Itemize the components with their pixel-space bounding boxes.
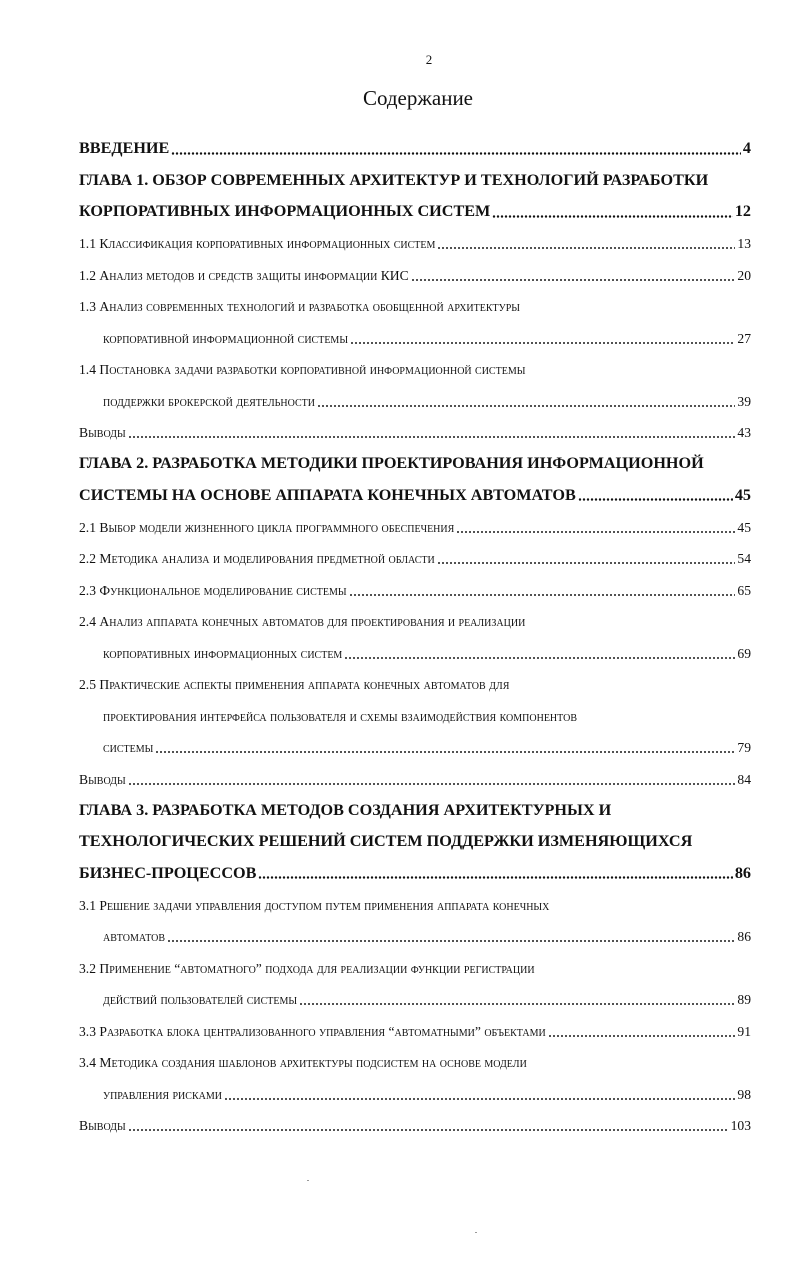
scan-speck (307, 1180, 309, 1181)
scan-speck (475, 1232, 477, 1233)
toc-entry-text: поддержки брокерской деятельности (103, 393, 315, 409)
dot-leader (258, 876, 732, 879)
toc-entry-text: Выводы (79, 771, 126, 787)
toc-entry-intro[interactable] (79, 125, 751, 157)
dot-leader (299, 1003, 735, 1005)
toc-page-number: 65 (737, 582, 751, 598)
dot-leader (456, 531, 735, 533)
dot-leader (128, 436, 736, 438)
toc-section-3-4-cont[interactable] (79, 1070, 751, 1102)
toc-page-number: 20 (737, 267, 751, 283)
toc-entry-text: ГЛАВА 2. РАЗРАБОТКА МЕТОДИКИ ПРОЕКТИРОВАНИЯ ИНФОРМАЦИОННОЙ (79, 454, 704, 473)
toc-entry-text: проектирования интерфейса пользователя и схемы взаимодействия компонентов (103, 708, 578, 724)
table-of-contents (79, 125, 751, 1133)
dot-leader (171, 152, 741, 155)
dot-leader (437, 562, 736, 564)
toc-page-number: 98 (737, 1086, 751, 1102)
toc-page-number: 86 (737, 929, 751, 945)
toc-entry-text: Выводы (79, 425, 126, 441)
toc-section-3-3[interactable] (79, 1007, 751, 1039)
toc-section-3-2[interactable] (79, 944, 751, 976)
toc-entry-text: 3.3 Разработка блока централизованного управления “автоматными” объектами (79, 1023, 546, 1039)
toc-chapter-3-heading-cont-2[interactable] (79, 850, 751, 882)
dot-leader (437, 247, 735, 249)
toc-page-number: 45 (734, 485, 751, 504)
toc-page-number: 43 (737, 425, 751, 441)
toc-chapter-3-heading-cont[interactable] (79, 818, 751, 850)
toc-page-number: 27 (737, 330, 751, 346)
toc-section-2-1[interactable] (79, 503, 751, 535)
toc-entry-text: 1.3 Анализ современных технологий и разработка обобщенной архитектуры (79, 299, 520, 315)
toc-entry-text: 3.1 Решение задачи управления доступом путем применения аппарата конечных (79, 897, 550, 913)
toc-entry-text: 2.1 Выбор модели жизненного цикла программного обеспечения (79, 519, 455, 535)
dot-leader (167, 940, 735, 942)
toc-chapter-2-conclusions[interactable] (79, 755, 751, 787)
page-number: 2 (425, 52, 433, 67)
toc-section-2-4-cont[interactable] (79, 629, 751, 661)
dot-leader (349, 594, 736, 596)
toc-section-1-2[interactable] (79, 251, 751, 283)
toc-page-number: 103 (730, 1118, 751, 1134)
toc-entry-text: 1.1 Классификация корпоративных информационных систем (79, 236, 436, 252)
toc-entry-text: ГЛАВА 3. РАЗРАБОТКА МЕТОДОВ СОЗДАНИЯ АРХИТЕКТУРНЫХ И (79, 800, 612, 819)
toc-page-number: 84 (737, 771, 751, 787)
toc-entry-text: 1.4 Постановка задачи разработки корпоративной информационной системы (79, 362, 526, 378)
toc-page-number: 89 (737, 992, 751, 1008)
toc-section-1-3-cont[interactable] (79, 314, 751, 346)
dot-leader (128, 783, 736, 785)
toc-chapter-1-heading[interactable] (79, 157, 751, 189)
toc-entry-text: 3.2 Применение “автоматного” подхода для реализации функции регистрации (79, 960, 535, 976)
dot-leader (224, 1098, 735, 1100)
toc-chapter-1-conclusions[interactable] (79, 409, 751, 441)
toc-entry-text: КОРПОРАТИВНЫХ ИНФОРМАЦИОННЫХ СИСТЕМ (79, 202, 491, 221)
dot-leader (317, 405, 735, 407)
toc-chapter-3-conclusions[interactable] (79, 1102, 751, 1134)
toc-chapter-3-heading[interactable] (79, 787, 751, 819)
dot-leader (492, 215, 732, 218)
toc-page-number: 13 (737, 236, 751, 252)
dot-leader (548, 1035, 736, 1037)
toc-entry-text: 2.2 Методика анализа и моделирования предметной области (79, 551, 435, 567)
toc-section-2-5-cont-2[interactable] (79, 724, 751, 756)
toc-entry-text: СИСТЕМЫ НА ОСНОВЕ АППАРАТА КОНЕЧНЫХ АВТОМАТОВ (79, 485, 576, 504)
toc-entry-text: корпоративных информационных систем (103, 645, 343, 661)
toc-page-number: 12 (734, 202, 751, 221)
toc-entry-text: действий пользователей системы (103, 992, 298, 1008)
toc-page-number: 86 (734, 863, 751, 882)
dot-leader (578, 498, 733, 501)
toc-section-3-4[interactable] (79, 1039, 751, 1071)
toc-entry-text: 2.5 Практические аспекты применения аппарата конечных автоматов для (79, 677, 510, 693)
toc-entry-text: ТЕХНОЛОГИЧЕСКИХ РЕШЕНИЙ СИСТЕМ ПОДДЕРЖКИ ИЗМЕНЯЮЩИХСЯ (79, 832, 693, 851)
toc-entry-text: 2.4 Анализ аппарата конечных автоматов для проектирования и реализации (79, 614, 526, 630)
toc-chapter-1-heading-cont[interactable] (79, 188, 751, 220)
toc-page-number: 69 (737, 645, 751, 661)
toc-page-number: 39 (737, 393, 751, 409)
toc-page-number: 79 (737, 740, 751, 756)
toc-entry-text: корпоративной информационной системы (103, 330, 349, 346)
toc-section-2-4[interactable] (79, 598, 751, 630)
toc-page-number: 54 (737, 551, 751, 567)
toc-section-1-4[interactable] (79, 346, 751, 378)
toc-section-2-3[interactable] (79, 566, 751, 598)
toc-section-3-1-cont[interactable] (79, 913, 751, 945)
toc-chapter-2-heading[interactable] (79, 440, 751, 472)
toc-section-2-5[interactable] (79, 661, 751, 693)
toc-title: Содержание (362, 86, 474, 110)
toc-section-2-5-cont[interactable] (79, 692, 751, 724)
toc-entry-text: ВВЕДЕНИЕ (79, 139, 170, 158)
toc-section-1-3[interactable] (79, 283, 751, 315)
dot-leader (350, 342, 735, 344)
toc-entry-text: Выводы (79, 1118, 126, 1134)
toc-entry-text: системы (103, 740, 154, 756)
dot-leader (411, 279, 736, 281)
toc-entry-text: БИЗНЕС-ПРОЦЕССОВ (79, 863, 257, 882)
dot-leader (128, 1129, 729, 1131)
toc-entry-text: 2.3 Функциональное моделирование системы (79, 582, 347, 598)
toc-entry-text: автоматов (103, 929, 166, 945)
toc-section-3-1[interactable] (79, 881, 751, 913)
toc-entry-text: 1.2 Анализ методов и средств защиты информации КИС (79, 267, 409, 283)
toc-section-3-2-cont[interactable] (79, 976, 751, 1008)
toc-section-2-2[interactable] (79, 535, 751, 567)
toc-entry-text: управления рисками (103, 1086, 222, 1102)
toc-section-1-1[interactable] (79, 220, 751, 252)
dot-leader (344, 657, 735, 659)
toc-page-number: 4 (742, 139, 751, 158)
toc-entry-text: 3.4 Методика создания шаблонов архитектуры подсистем на основе модели (79, 1055, 527, 1071)
toc-entry-text: ГЛАВА 1. ОБЗОР СОВРЕМЕННЫХ АРХИТЕКТУР И ТЕХНОЛОГИЙ РАЗРАБОТКИ (79, 170, 709, 189)
toc-page-number: 45 (737, 519, 751, 535)
toc-section-1-4-cont[interactable] (79, 377, 751, 409)
toc-page-number: 91 (737, 1023, 751, 1039)
toc-chapter-2-heading-cont[interactable] (79, 472, 751, 504)
dot-leader (155, 751, 735, 753)
